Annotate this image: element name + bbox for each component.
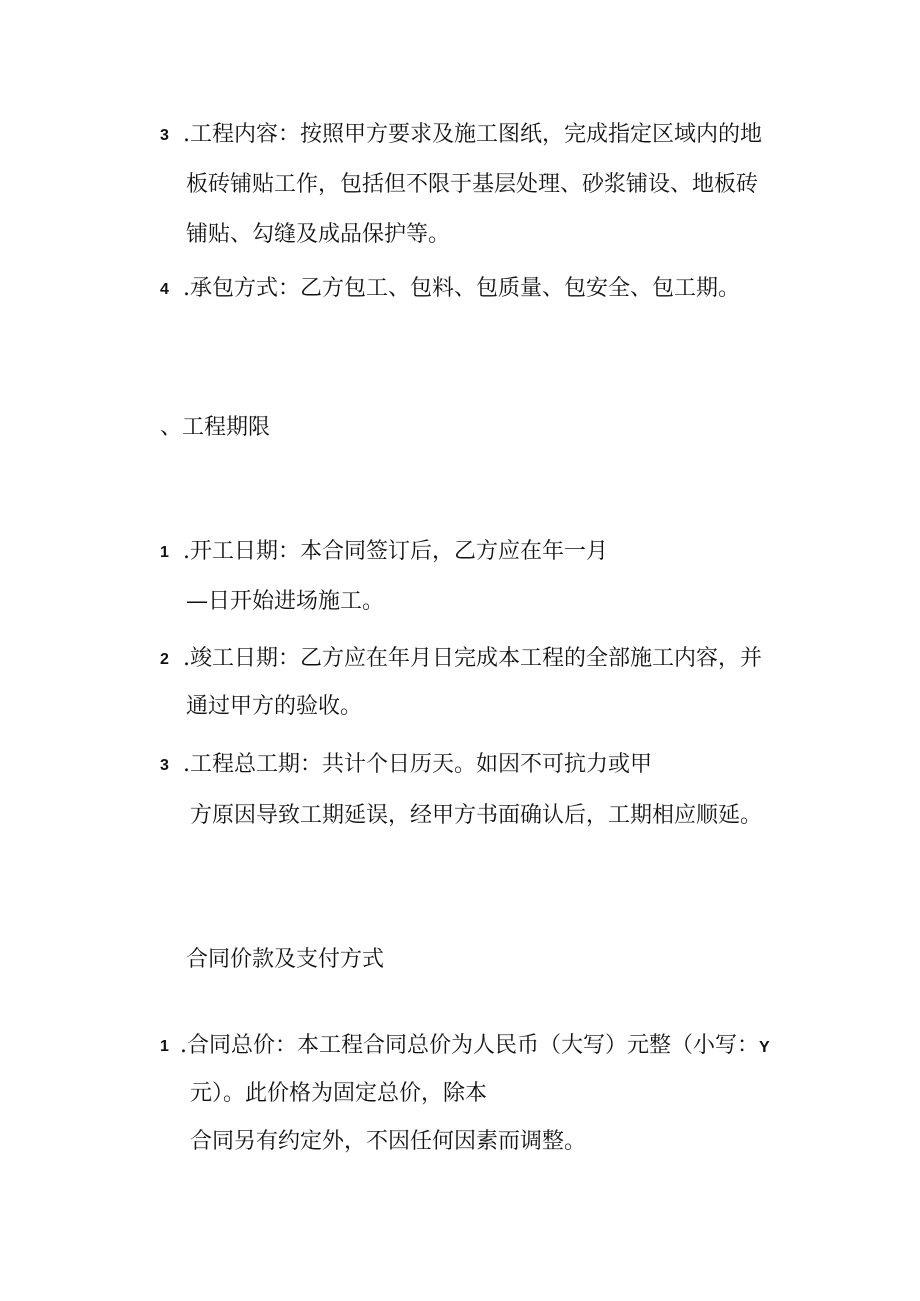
item-number: 4 — [160, 281, 169, 298]
item-text-line: .工程总工期：共计个日历天。如因不可抗力或甲 — [183, 752, 652, 777]
section-heading: 合同价款及支付方式 — [186, 947, 385, 972]
item-text-line: 方原因导致工期延误，经甲方书面确认后，工期相应顺延。 — [190, 803, 763, 828]
item-text-line: 合同另有约定外，不因任何因素而调整。 — [190, 1129, 587, 1154]
item-number: 2 — [160, 651, 169, 668]
item-number: 1 — [160, 1038, 169, 1055]
item-text-line: 板砖铺贴工作，包括但不限于基层处理、砂浆铺设、地板砖 — [186, 172, 759, 197]
item-text-line: 铺贴、勾缝及成品保护等。 — [186, 222, 451, 247]
item-text-line: .工程内容：按照甲方要求及施工图纸，完成指定区域内的地 — [183, 122, 762, 147]
item-text-line: 通过甲方的验收。 — [186, 694, 363, 719]
item-number: 3 — [160, 757, 169, 774]
currency-symbol: Y — [759, 1039, 770, 1056]
item-text-line: 元）。此价格为固定总价，除本 — [190, 1081, 488, 1106]
section-heading: 、工程期限 — [160, 415, 271, 440]
item-text: .合同总价：本工程合同总价为人民币（大写）元整（小写： — [180, 1033, 759, 1058]
item-text-line: .承包方式：乙方包工、包料、包质量、包安全、包工期。 — [183, 276, 740, 301]
item-text-line — [180, 1031, 770, 1063]
item-number: 1 — [160, 544, 169, 561]
item-number: 3 — [160, 127, 169, 144]
item-text-line: —日开始进场施工。 — [186, 589, 385, 614]
item-text-line: .开工日期：本合同签订后，乙方应在年一月 — [183, 539, 608, 564]
item-text-line: .竣工日期：乙方应在年月日完成本工程的全部施工内容，并 — [183, 646, 762, 671]
